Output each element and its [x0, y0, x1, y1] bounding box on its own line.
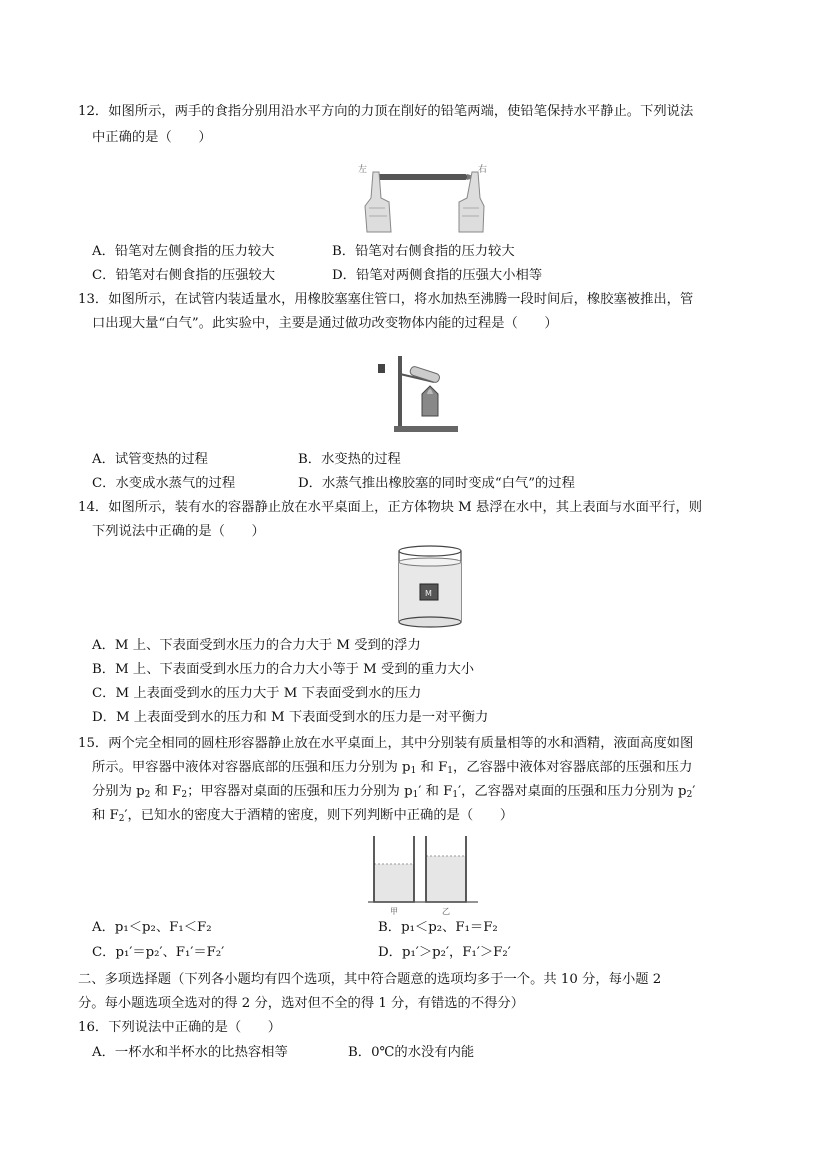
q14-stem-line1: 14．如图所示，装有水的容器静止放在水平桌面上，正方体物块 M 悬浮在水中，其上表面与水面平行，则	[78, 500, 703, 515]
q15-option-b: B．p₁＜p₂、F₁＝F₂	[378, 920, 498, 935]
q12-stem-line1: 12．如图所示，两手的食指分别用沿水平方向的力顶在削好的铅笔两端，使铅笔保持水平静止。下列说法	[78, 104, 694, 119]
q13-test-tube-figure	[372, 346, 462, 438]
q13-option-d: D．水蒸气推出橡胶塞的同时变成“白气”的过程	[298, 476, 575, 491]
q13-option-b: B．水变热的过程	[298, 452, 401, 467]
q15-two-containers-figure	[368, 834, 480, 916]
q12-option-d: D．铅笔对两侧食指的压强大小相等	[332, 268, 543, 283]
q12-stem-line2: 中正确的是（ ）	[92, 130, 212, 145]
q15-stem-line2: 所示。甲容器中液体对容器底部的压强和压力分别为 $p_1$ 和 $F_1$，乙容器中液体对容器底部的压强和压力	[92, 760, 693, 776]
q14-option-d: D．M 上表面受到水的压力和 M 下表面受到水的压力是一对平衡力	[92, 710, 489, 725]
q14-option-c: C．M 上表面受到水的压力大于 M 下表面受到水的压力	[92, 686, 422, 701]
section2-heading-line1: 二、多项选择题（下列各小题均有四个选项，其中符合题意的选项均多于一个。共 10 分，每小题 2	[78, 972, 662, 987]
q16-option-b: B．0℃的水没有内能	[348, 1045, 475, 1060]
q15-stem-line3: 分别为 $p_2$ 和 $F_2$；甲容器对桌面的压强和压力分别为 $p_1'$ 和 $F_1'$，乙容器对桌面的压强和压力分别为 $p_2'$	[92, 784, 696, 800]
container-jia-liquid	[374, 864, 414, 902]
q12-option-c: C．铅笔对右侧食指的压强较大	[92, 268, 276, 283]
left-hand	[365, 172, 391, 232]
container-yi-label: 乙	[442, 907, 450, 916]
pencil-body	[377, 174, 467, 180]
section2-heading-line2: 分。每小题选项全选对的得 2 分，选对但不全的得 1 分，有错选的不得分）	[78, 996, 525, 1011]
cube-m-label: M	[425, 589, 432, 598]
right-hand	[459, 172, 484, 232]
q13-stem-line2: 口出现大量“白气”。此实验中，主要是通过做功改变物体内能的过程是（ ）	[92, 316, 558, 331]
q14-stem-line2: 下列说法中正确的是（ ）	[92, 524, 265, 539]
q16-stem-line1: 16．下列说法中正确的是（ ）	[78, 1020, 282, 1035]
q12-option-a: A．铅笔对左侧食指的压力较大	[92, 244, 275, 259]
q13-option-c: C．水变成水蒸气的过程	[92, 476, 236, 491]
q15-option-d: D．p₁′＞p₂′，F₁′＞F₂′	[378, 945, 511, 960]
stand-rod	[398, 356, 402, 432]
q12-pencil-figure	[355, 158, 490, 234]
q14-option-b: B．M 上、下表面受到水压力的合力大小等于 M 受到的重力大小	[92, 662, 475, 677]
container-jia-label: 甲	[390, 907, 398, 916]
q15-stem-line1: 15．两个完全相同的圆柱形容器静止放在水平桌面上，其中分别装有质量相等的水和酒精，液面高度如图	[78, 736, 694, 751]
q13-option-a: A．试管变热的过程	[92, 452, 208, 467]
stand-base	[394, 426, 458, 432]
q15-option-c: C．p₁′＝p₂′、F₁′＝F₂′	[92, 945, 225, 960]
rubber-stopper	[378, 364, 385, 373]
q15-option-a: A．p₁＜p₂、F₁＜F₂	[92, 920, 212, 935]
q14-option-a: A．M 上、下表面受到水压力的合力大于 M 受到的浮力	[92, 638, 421, 653]
q12-fig-right-mark: 右	[478, 165, 488, 175]
q12-fig-left-mark: 左	[358, 165, 368, 175]
container-yi-liquid	[426, 856, 466, 902]
q12-option-b: B．铅笔对右侧食指的压力较大	[332, 244, 515, 259]
q15-stem-line4: 和 $F_2'$，已知水的密度大于酒精的密度，则下列判断中正确的是（ ）	[92, 808, 514, 824]
q16-option-a: A．一杯水和半杯水的比热容相等	[92, 1045, 288, 1060]
q13-stem-line1: 13．如图所示，在试管内装适量水，用橡胶塞塞住管口，将水加热至沸腾一段时间后，橡胶塞被推出，管	[78, 292, 694, 307]
q14-container-figure	[395, 544, 465, 630]
